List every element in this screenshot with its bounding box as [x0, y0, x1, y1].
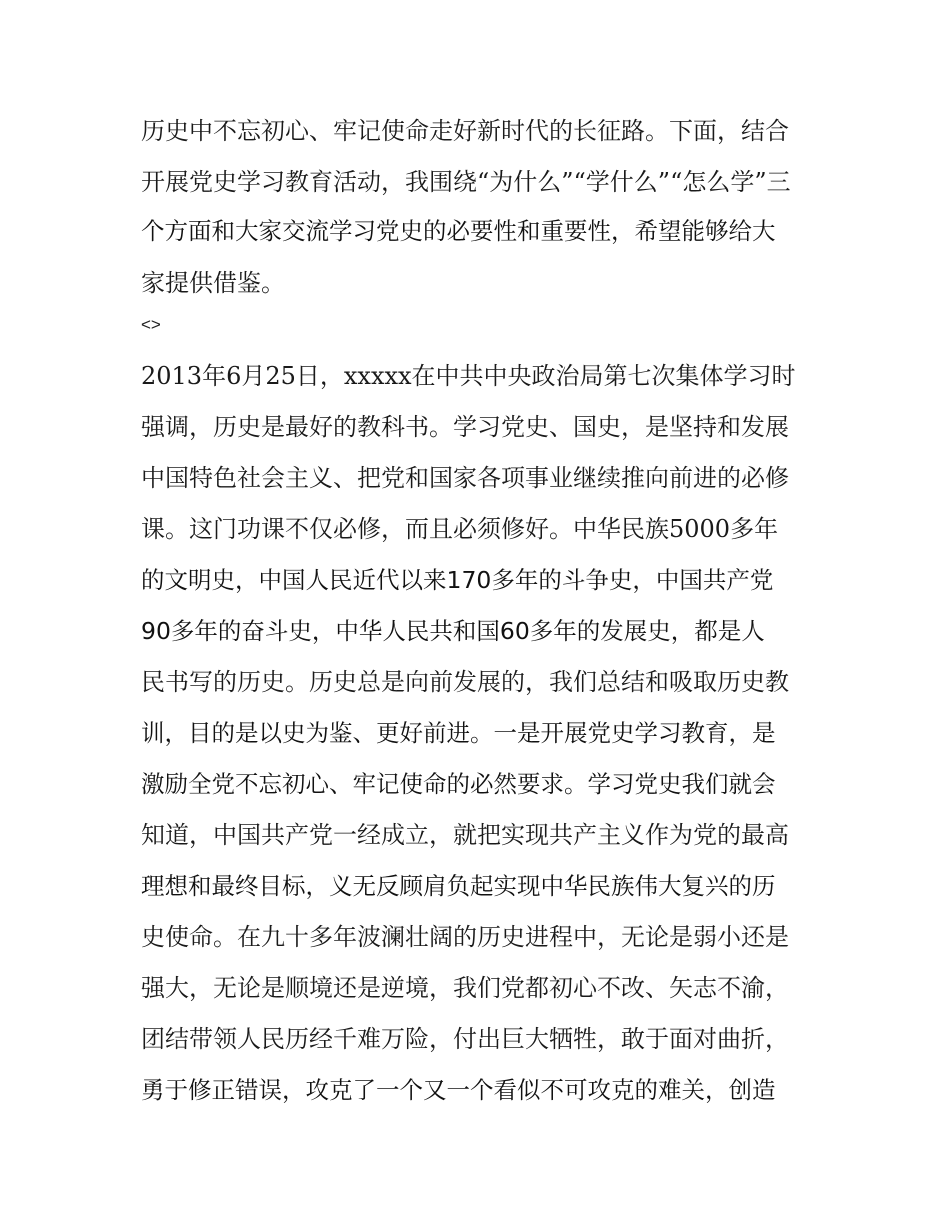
text-line: 史使命。在九十多年波澜壮阔的历史进程中，无论是弱小还是	[141, 923, 789, 951]
text-line: 训，目的是以史为鉴、更好前进。一是开展党史学习教育，是	[141, 719, 776, 747]
text-line: 中国特色社会主义、把党和国家各项事业继续推向前进的必修	[141, 464, 789, 492]
text-line: 的文明史，中国人民近代以来170多年的斗争史，中国共产党	[141, 566, 774, 594]
text-line: 开展党史学习教育活动，我围绕“为什么”“学什么”“怎么学”三	[141, 168, 791, 196]
text-line: 激励全党不忘初心、牢记使命的必然要求。学习党史我们就会	[141, 770, 776, 798]
text-line: 强大，无论是顺境还是逆境，我们党都初心不改、矢志不渝，	[141, 974, 789, 1002]
text-line: 家提供借鉴。	[141, 269, 285, 297]
text-line: 理想和最终目标，义无反顾肩负起实现中华民族伟大复兴的历	[141, 872, 776, 900]
text-line: 90多年的奋斗史，中华人民共和国60多年的发展史，都是人	[141, 617, 765, 645]
text-line: 个方面和大家交流学习党史的必要性和重要性，希望能够给大	[141, 217, 776, 245]
text-line: 勇于修正错误，攻克了一个又一个看似不可攻克的难关，创造	[141, 1076, 776, 1104]
text-line: 历史中不忘初心、牢记使命走好新时代的长征路。下面，结合	[141, 117, 789, 145]
text-line: 课。这门功课不仅必修，而且必须修好。中华民族5000多年	[141, 515, 779, 543]
text-line: 民书写的历史。历史总是向前发展的，我们总结和吸取历史教	[141, 668, 789, 696]
text-line: 2013年6月25日，xxxxx在中共中央政治局第七次集体学习时	[141, 362, 796, 390]
text-line: 团结带领人民历经千难万险，付出巨大牺牲，敢于面对曲折，	[141, 1025, 789, 1053]
text-line: 知道，中国共产党一经成立，就把实现共产主义作为党的最高	[141, 821, 789, 849]
section-marker: <>	[141, 315, 161, 334]
text-line: 强调，历史是最好的教科书。学习党史、国史，是坚持和发展	[141, 413, 789, 441]
